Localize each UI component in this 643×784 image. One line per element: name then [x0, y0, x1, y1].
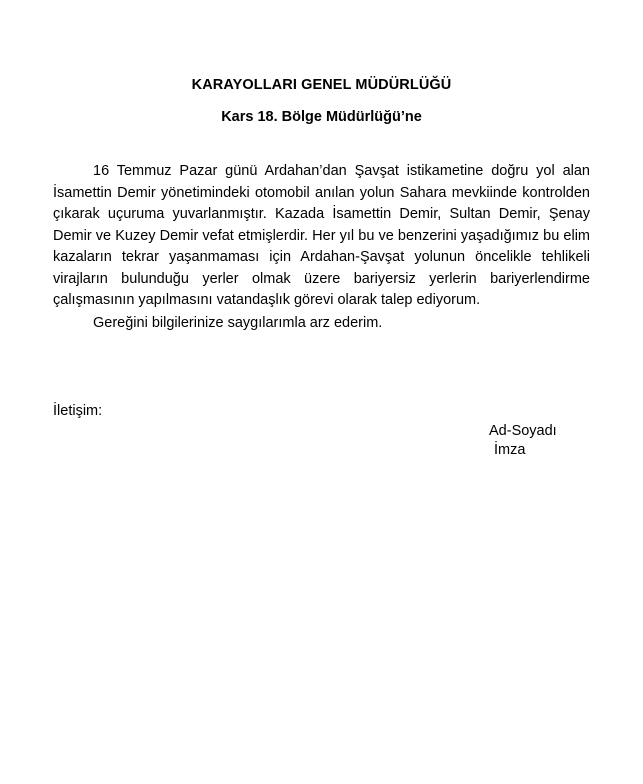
name-surname-label: Ad-Soyadı: [489, 423, 557, 439]
signature-label: İmza: [494, 442, 526, 458]
petition-body-paragraph: 16 Temmuz Pazar günü Ardahan’dan Şavşat istikametine doğru yol alan İsamettin Demir yönetimindeki otomobil anılan yolun Sahara mevkiinde kontrolden çıkarak uçuruma yuvarlanmıştır. Kazada İsamettin Demir, Sultan Demir, Şenay Demir ve Kuzey Demir vefat etmişlerdir. Her yıl bu ve benzerini yaşadığımız bu elim kazaların tekrar yaşanmaması için Ardahan-Şavşat yolunun öncelikle tehlikeli virajların bulunduğu yerler olmak üzere bariyersiz yerlerin bariyerlendirme çalışmasının yapılmasını vatandaşlık görevi olarak talep ediyorum.: [53, 163, 590, 308]
recipient-unit-heading: Kars 18. Bölge Müdürlüğü’ne: [221, 109, 422, 125]
closing-line: Gereğini bilgilerinize saygılarımla arz ederim.: [93, 315, 383, 331]
contact-label: İletişim:: [53, 403, 103, 419]
recipient-organization-heading: KARAYOLLARI GENEL MÜDÜRLÜĞÜ: [191, 77, 452, 93]
